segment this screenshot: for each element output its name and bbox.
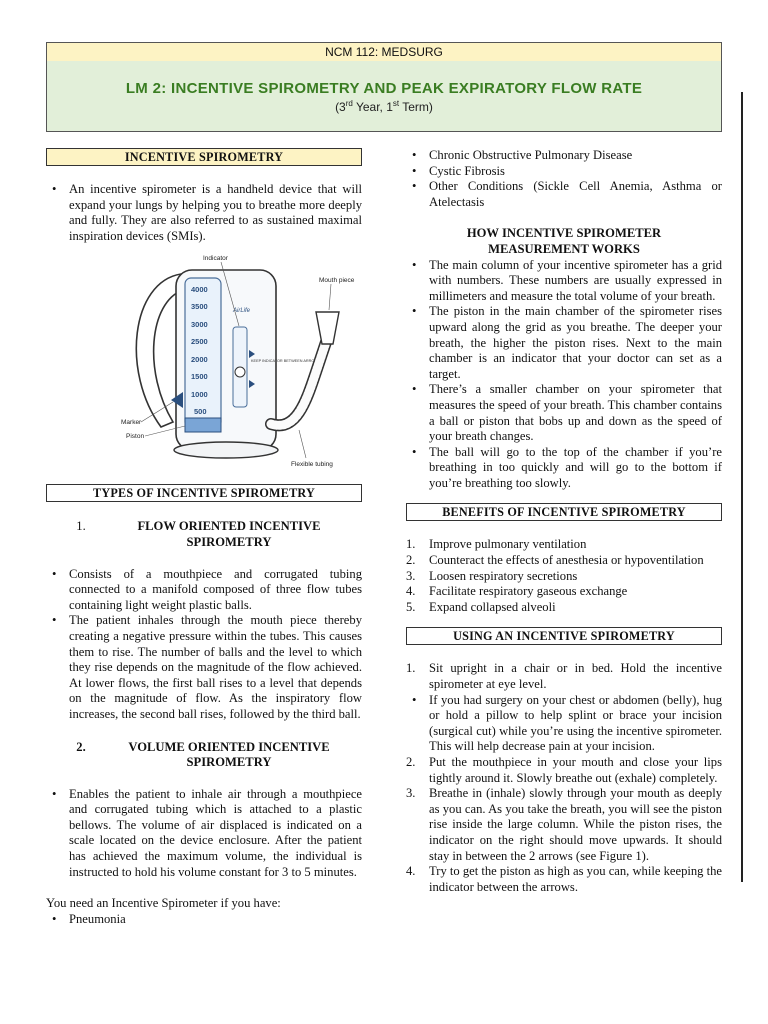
step-text: Sit upright in a chair or in bed. Hold the incentive spirometer at eye level.: [429, 661, 722, 692]
scale-tick: 500: [194, 407, 207, 417]
list-item: • The patient inhales through the mouth piece thereby creating a negative pressure within the tubes. This causes them to rise. The number of balls and the level to which they rise depends on the magnitude of the flow achieved. At lower flows, the first ball rises to a level that depends on the magnitude of flow. As the inspiratory flow increases, the second ball rises, followed by the third ball.: [69, 613, 362, 722]
step-text: Put the mouthpiece in your mouth and close your lips tightly around it. Slowly breathe out (exhale) completely.: [429, 755, 722, 785]
step-text: If you had surgery on your chest or abdomen (belly), hug or hold a pillow to help splint or brace your incision (surgical cut) while you’re using the incentive spirometer. This will help decrease pain at your incision.: [429, 692, 722, 754]
step-item: [429, 693, 722, 755]
subtitle-part: (3: [335, 100, 346, 114]
list-item: • The piston in the main chamber of the spirometer rises upward along the grid as you breathe. The deeper your breath, the higher the piston rises. Next to the main chamber is an indicator that your doctor can set as a target.: [429, 304, 722, 382]
label-piston: Piston: [126, 433, 145, 441]
using-steps: [406, 661, 722, 895]
how-list: [406, 258, 722, 492]
label-indicator: Indicator: [203, 255, 228, 263]
benefits-list: [406, 537, 722, 615]
label-marker: Marker: [121, 419, 142, 427]
type2-title: VOLUME ORIENTED INCENTIVE SPIROMETRY: [128, 739, 330, 770]
label-mouthpiece: Mouth piece: [319, 277, 355, 285]
list-item: • The main column of your incentive spirometer has a grid with numbers. These numbers are usually expressed in millimeters and measure the total volume of your breath.: [429, 258, 722, 305]
scale-tick: 1500: [191, 372, 208, 382]
list-number: 5.: [406, 599, 416, 614]
section-heading-using: USING AN INCENTIVE SPIROMETRY: [406, 627, 722, 645]
type1-heading: [46, 519, 362, 550]
list-text: Improve pulmonary ventilation: [429, 537, 587, 552]
list-item: [406, 553, 722, 569]
list-item: • Enables the patient to inhale air through a mouthpiece and corrugated tubing which is attached to a plastic bellows. The volume of air displaced is indicated on a scale located on the device enclosure. After the patient has achieved the maximum volume, the individual is instructed to hold his volume constant for 3 to 5 minutes.: [69, 787, 362, 881]
scale-tick: 2500: [191, 337, 208, 347]
list-item: [406, 584, 722, 600]
subtitle-part: Term): [399, 100, 433, 114]
step-number: 2.: [406, 755, 416, 769]
step-text: Try to get the piston as high as you can, while keeping the indicator between the arrows.: [429, 864, 722, 894]
page-subtitle: [47, 99, 721, 114]
subtitle-sup: st: [392, 99, 400, 108]
subtitle-part: Year, 1: [352, 100, 393, 114]
list-number: 4.: [406, 584, 416, 599]
list-text: Facilitate respiratory gaseous exchange: [429, 584, 628, 599]
subtitle-sup: rd: [345, 99, 353, 108]
list-item: [406, 537, 722, 553]
step-item: [406, 786, 722, 864]
type1-list: [46, 567, 362, 723]
label-tubing: Flexible tubing: [291, 461, 333, 469]
scale-tick: 2000: [191, 355, 208, 365]
need-intro: You need an Incentive Spirometer if you have:: [46, 896, 281, 911]
title-banner: [46, 61, 722, 132]
list-text: Loosen respiratory secretions: [429, 568, 578, 583]
spirometer-illustration: [121, 252, 371, 472]
list-item: • Cystic Fibrosis: [429, 164, 722, 180]
list-number: 2.: [406, 553, 416, 568]
section-heading-benefits: BENEFITS OF INCENTIVE SPIROMETRY: [406, 503, 722, 521]
keep-indicator-text: KEEP INDICATOR BETWEEN ARROWS: [251, 359, 321, 364]
type2-list: [46, 787, 362, 881]
volume-scale: [191, 285, 208, 432]
course-header: NCM 112: MEDSURG: [46, 42, 722, 62]
list-item: • Pneumonia: [69, 912, 362, 928]
list-number: 1.: [406, 537, 416, 552]
scale-tick: 3000: [191, 320, 208, 330]
type2-heading: [46, 740, 362, 771]
right-column: [406, 148, 722, 895]
step-text: Breathe in (inhale) slowly through your mouth as deeply as you can. As you take the breath, you will see the piston rise inside the large column. While the piston rises, the indicator on the right should move upwards. It should stay in between the 2 arrows (see Figure 1).: [429, 786, 722, 863]
heading-how-it-works: HOW INCENTIVE SPIROMETER MEASUREMENT WORKS: [466, 226, 662, 256]
list-text: Counteract the effects of anesthesia or hypoventilation: [429, 553, 704, 568]
list-item: • The ball will go to the top of the chamber if you’re breathing in too quickly and will go to the bottom if you’re breathing too slowly.: [429, 445, 722, 492]
step-number: 3.: [406, 786, 416, 801]
spirometer-figure: [121, 252, 371, 472]
step-item: [406, 661, 722, 692]
type1-title: FLOW ORIENTED INCENTIVE SPIROMETRY: [137, 519, 321, 549]
list-item: • Consists of a mouthpiece and corrugated tubing connected to a manifold composed of three flow tubes containing light weight plastic balls.: [69, 567, 362, 614]
section-heading-types: TYPES OF INCENTIVE SPIROMETRY: [46, 484, 362, 502]
intro-list: [46, 182, 362, 244]
list-item: [406, 568, 722, 585]
scale-tick: 1000: [191, 390, 208, 400]
section-heading-incentive: INCENTIVE SPIROMETRY: [46, 148, 362, 166]
list-item: [406, 599, 722, 616]
left-column: [46, 148, 362, 927]
scale-tick: 3500: [191, 302, 208, 312]
step-item: [406, 755, 722, 786]
list-item: • Chronic Obstructive Pulmonary Disease: [429, 148, 722, 164]
list-item: • Other Conditions (Sickle Cell Anemia, Asthma or Atelectasis: [429, 179, 722, 210]
list-text: Expand collapsed alveoli: [429, 599, 556, 614]
list-item: • An incentive spirometer is a handheld device that will expand your lungs by helping you to breathe more deeply and fully. They are also referred to as sustained maximal inspiration devices (SMIs).: [69, 182, 362, 244]
brand-label: AirLife: [233, 308, 251, 315]
page-title: LM 2: INCENTIVE SPIROMETRY AND PEAK EXPIRATORY FLOW RATE: [125, 80, 643, 97]
margin-rule: [741, 92, 743, 882]
need-list-continued: [406, 148, 722, 210]
list-item: • There’s a smaller chamber on your spirometer that measures the speed of your breath. This chamber contains a ball or piston that bobs up and down as the speed of your breath changes.: [429, 382, 722, 444]
scale-tick: 4000: [191, 285, 208, 295]
list-number: 3.: [406, 568, 416, 583]
step-item: [406, 864, 722, 895]
step-number: 4.: [406, 864, 416, 879]
type2-number: 2.: [76, 739, 86, 754]
step-number: 1.: [406, 661, 416, 676]
need-list: [46, 912, 362, 928]
type1-number: 1.: [76, 519, 86, 534]
